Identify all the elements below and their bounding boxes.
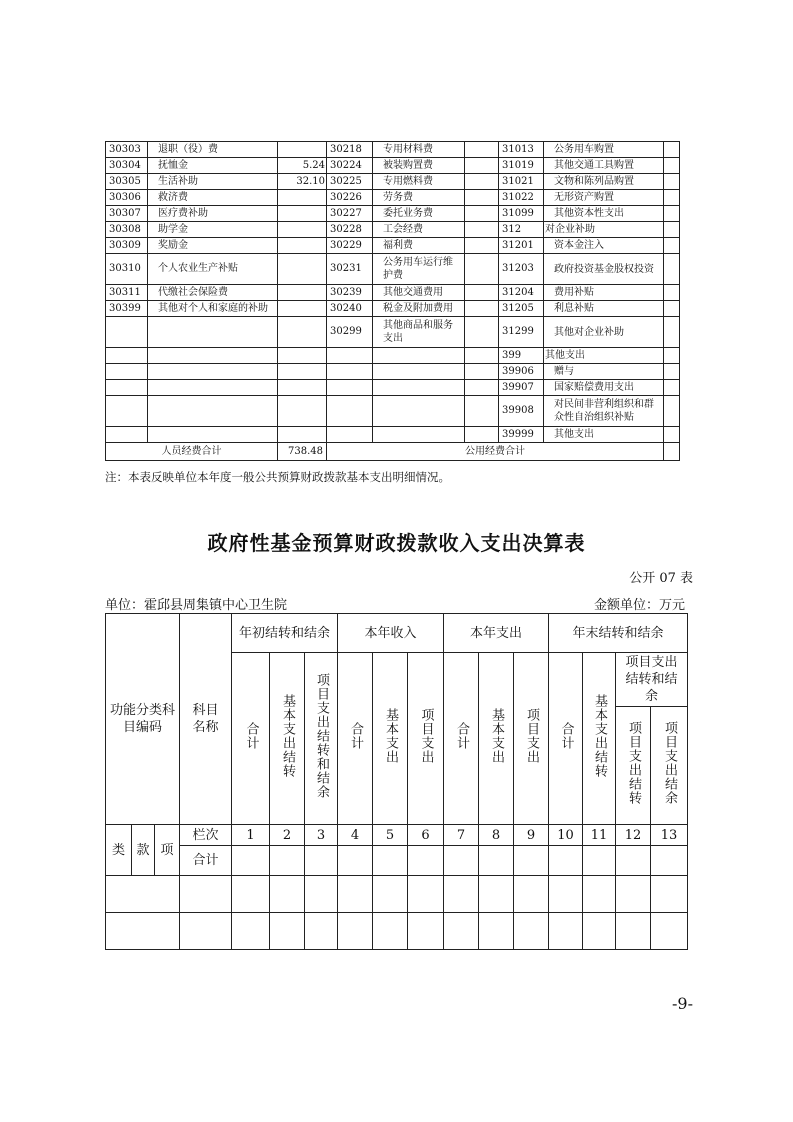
code-cell: 39908 [499, 396, 544, 427]
value-cell [465, 238, 499, 254]
code-cell: 31299 [499, 317, 544, 348]
table-row [106, 158, 680, 174]
value-cell [444, 913, 479, 950]
header-subject-name: 科目名称 [180, 614, 232, 825]
code-cell: 30305 [106, 174, 148, 190]
value-cell [408, 876, 444, 913]
name-cell: 医疗费补助 [148, 206, 278, 222]
value-cell [664, 396, 680, 427]
table-row [106, 190, 680, 206]
total-value-cell [232, 846, 270, 876]
col-number-cell: 5 [373, 825, 408, 846]
name-cell: 代缴社会保险费 [148, 285, 278, 301]
table-row [106, 238, 680, 254]
name-cell [148, 396, 278, 427]
col-number-cell: 9 [514, 825, 549, 846]
code-cell: 31013 [499, 142, 544, 158]
value-cell [479, 913, 514, 950]
total-value-cell [514, 846, 549, 876]
name-cell: 其他交通工具购置 [544, 158, 664, 174]
value-cell [664, 285, 680, 301]
name-cell: 其他支出 [544, 427, 664, 443]
code-cell: 30228 [327, 222, 373, 238]
value-cell [664, 427, 680, 443]
table-row [106, 142, 680, 158]
kind-lei: 类 [106, 825, 132, 876]
name-cell: 费用补贴 [544, 285, 664, 301]
name-cell: 工会经费 [373, 222, 465, 238]
code-cell [327, 364, 373, 380]
total-value-cell [583, 846, 616, 876]
group-expense: 本年支出 [444, 614, 549, 653]
value-cell [278, 364, 327, 380]
value-cell [465, 317, 499, 348]
value-cell [278, 380, 327, 396]
value-cell [664, 238, 680, 254]
code-cell [106, 380, 148, 396]
name-cell: 生活补助 [148, 174, 278, 190]
table-row [106, 380, 680, 396]
value-cell [479, 876, 514, 913]
value-cell [465, 301, 499, 317]
name-cell: 劳务费 [373, 190, 465, 206]
code-cell: 30239 [327, 285, 373, 301]
unit-label: 单位：霍邱县周集镇中心卫生院 [105, 598, 288, 613]
code-cell: 30399 [106, 301, 148, 317]
name-cell: 其他支出 [544, 348, 664, 364]
sub-project-exp-2: 项目支出 [408, 653, 444, 825]
col-number-cell: 12 [616, 825, 651, 846]
table-row [106, 396, 680, 427]
value-cell: 5.24 [278, 158, 327, 174]
code-cell: 31099 [499, 206, 544, 222]
name-cell [148, 380, 278, 396]
value-cell [373, 913, 408, 950]
value-cell [338, 876, 373, 913]
value-cell [549, 913, 583, 950]
value-cell [232, 876, 270, 913]
col-number-cell: 2 [270, 825, 305, 846]
name-cell: 利息补贴 [544, 301, 664, 317]
value-cell [616, 876, 651, 913]
group-income: 本年收入 [338, 614, 444, 653]
code-cell: 30309 [106, 238, 148, 254]
sub-project-carry-1: 项目支出结转和结余 [305, 653, 338, 825]
code-cell: 31019 [499, 158, 544, 174]
name-cell: 其他交通费用 [373, 285, 465, 301]
name-cell: 专用材料费 [373, 142, 465, 158]
sub-basic-exp-3: 基本支出 [479, 653, 514, 825]
col-number-cell: 1 [232, 825, 270, 846]
name-cell: 其他对企业补助 [544, 317, 664, 348]
code-cell: 39999 [499, 427, 544, 443]
name-cell: 其他对个人和家庭的补助 [148, 301, 278, 317]
code-cell [106, 427, 148, 443]
value-cell [465, 427, 499, 443]
total-value-cell [444, 846, 479, 876]
value-cell [180, 876, 232, 913]
value-cell [373, 876, 408, 913]
name-cell: 助学金 [148, 222, 278, 238]
code-cell: 31204 [499, 285, 544, 301]
name-cell: 税金及附加费用 [373, 301, 465, 317]
code-cell: 31201 [499, 238, 544, 254]
total-public-value [664, 443, 680, 461]
name-cell: 退职（役）费 [148, 142, 278, 158]
code-cell: 30224 [327, 158, 373, 174]
total-value-cell [651, 846, 688, 876]
row-total-label: 合计 [180, 846, 232, 876]
name-cell: 委托业务费 [373, 206, 465, 222]
value-cell [180, 913, 232, 950]
table-row [106, 913, 688, 950]
code-cell: 30310 [106, 254, 148, 285]
name-cell: 公务用车购置 [544, 142, 664, 158]
code-cell: 30299 [327, 317, 373, 348]
value-cell [465, 396, 499, 427]
code-cell: 30218 [327, 142, 373, 158]
total-value-cell [549, 846, 583, 876]
value-cell [278, 142, 327, 158]
total-value-cell [373, 846, 408, 876]
code-cell [106, 317, 148, 348]
value-cell [514, 913, 549, 950]
value-cell [278, 427, 327, 443]
code-cell: 31205 [499, 301, 544, 317]
kind-xiang: 项 [155, 825, 180, 876]
code-cell [106, 876, 180, 913]
name-cell: 对企业补助 [544, 222, 664, 238]
code-cell: 30303 [106, 142, 148, 158]
table-row [106, 254, 680, 285]
code-cell: 30307 [106, 206, 148, 222]
amount-unit-label: 金额单位：万元 [593, 598, 685, 613]
name-cell [373, 427, 465, 443]
value-cell [664, 380, 680, 396]
value-cell [305, 876, 338, 913]
name-cell: 其他资本性支出 [544, 206, 664, 222]
code-cell: 30226 [327, 190, 373, 206]
expense-detail-table [105, 141, 680, 461]
value-cell [465, 190, 499, 206]
code-cell: 30231 [327, 254, 373, 285]
value-cell [338, 913, 373, 950]
value-cell [583, 913, 616, 950]
value-cell [278, 348, 327, 364]
table-row [106, 876, 688, 913]
table-row [106, 301, 680, 317]
code-cell [327, 427, 373, 443]
col-number-cell: 6 [408, 825, 444, 846]
total-row [106, 443, 680, 461]
code-cell: 30308 [106, 222, 148, 238]
table-row [106, 317, 680, 348]
value-cell [278, 238, 327, 254]
total-value-cell [305, 846, 338, 876]
code-cell [327, 380, 373, 396]
value-cell [616, 913, 651, 950]
code-cell: 399 [499, 348, 544, 364]
code-cell: 31021 [499, 174, 544, 190]
total-public-label: 公用经费合计 [327, 443, 664, 461]
value-cell [444, 876, 479, 913]
group-end-balance: 年末结转和结余 [549, 614, 688, 653]
value-cell [664, 158, 680, 174]
value-cell [465, 380, 499, 396]
name-cell: 无形资产购置 [544, 190, 664, 206]
name-cell: 专用燃料费 [373, 174, 465, 190]
code-cell [327, 348, 373, 364]
col-number-cell: 10 [549, 825, 583, 846]
sub-total-3: 合计 [444, 653, 479, 825]
sub-project-carry-end: 项目支出结转和结余 [616, 653, 688, 707]
code-cell: 30240 [327, 301, 373, 317]
name-cell: 公务用车运行维护费 [373, 254, 465, 285]
value-cell [465, 174, 499, 190]
sub-total-2: 合计 [338, 653, 373, 825]
code-cell [106, 348, 148, 364]
total-value-cell [479, 846, 514, 876]
code-cell: 31203 [499, 254, 544, 285]
col-number-cell: 7 [444, 825, 479, 846]
sub-project-carry-only: 项目支出结转 [616, 707, 651, 825]
name-cell [148, 317, 278, 348]
group-begin-balance: 年初结转和结余 [232, 614, 338, 653]
value-cell [664, 142, 680, 158]
code-cell: 312 [499, 222, 544, 238]
name-cell: 福利费 [373, 238, 465, 254]
sub-basic-carry-4: 基本支出结转 [583, 653, 616, 825]
name-cell [373, 396, 465, 427]
page-number: -9- [672, 994, 693, 1013]
name-cell [373, 380, 465, 396]
code-cell: 30306 [106, 190, 148, 206]
value-cell [664, 190, 680, 206]
value-cell [465, 348, 499, 364]
value-cell [270, 876, 305, 913]
name-cell: 救济费 [148, 190, 278, 206]
name-cell: 文物和陈列品购置 [544, 174, 664, 190]
code-cell: 30227 [327, 206, 373, 222]
name-cell: 政府投资基金股权投资 [544, 254, 664, 285]
total-value-cell [408, 846, 444, 876]
value-cell [664, 364, 680, 380]
col-number-cell: 13 [651, 825, 688, 846]
sub-basic-exp-2: 基本支出 [373, 653, 408, 825]
code-cell: 39906 [499, 364, 544, 380]
value-cell [465, 364, 499, 380]
sub-total-1: 合计 [232, 653, 270, 825]
value-cell [465, 222, 499, 238]
value-cell [664, 222, 680, 238]
value-cell [465, 158, 499, 174]
header-func-code: 功能分类科目编码 [106, 614, 180, 825]
value-cell [514, 876, 549, 913]
table-row [106, 206, 680, 222]
value-cell [305, 913, 338, 950]
value-cell [664, 174, 680, 190]
value-cell [583, 876, 616, 913]
name-cell: 奖励金 [148, 238, 278, 254]
value-cell [465, 142, 499, 158]
value-cell [232, 913, 270, 950]
value-cell [664, 317, 680, 348]
table-row [106, 427, 680, 443]
name-cell [148, 348, 278, 364]
table-row [106, 285, 680, 301]
table-row [106, 174, 680, 190]
value-cell [278, 396, 327, 427]
value-cell [664, 254, 680, 285]
total-value-cell [616, 846, 651, 876]
value-cell [664, 348, 680, 364]
name-cell: 资本金注入 [544, 238, 664, 254]
total-personnel-label: 人员经费合计 [106, 443, 278, 461]
col-number-cell: 3 [305, 825, 338, 846]
value-cell [549, 876, 583, 913]
name-cell [148, 364, 278, 380]
value-cell [278, 285, 327, 301]
value-cell [651, 913, 688, 950]
value-cell [278, 254, 327, 285]
code-cell: 31022 [499, 190, 544, 206]
total-value-cell [270, 846, 305, 876]
value-cell [278, 222, 327, 238]
table-row [106, 222, 680, 238]
name-cell: 被装购置费 [373, 158, 465, 174]
value-cell [465, 206, 499, 222]
table-row [106, 364, 680, 380]
row-col-index-label: 栏次 [180, 825, 232, 846]
value-cell [465, 254, 499, 285]
name-cell: 国家赔偿费用支出 [544, 380, 664, 396]
name-cell: 对民间非营利组织和群众性自治组织补贴 [544, 396, 664, 427]
code-cell: 30229 [327, 238, 373, 254]
page-title: 政府性基金预算财政拨款收入支出决算表 [207, 531, 586, 555]
value-cell: 32.10 [278, 174, 327, 190]
code-cell [327, 396, 373, 427]
name-cell: 其他商品和服务支出 [373, 317, 465, 348]
name-cell [373, 348, 465, 364]
kind-kuan: 款 [132, 825, 155, 876]
code-cell [106, 396, 148, 427]
fund-budget-table [105, 613, 688, 950]
sub-total-4: 合计 [549, 653, 583, 825]
code-cell [106, 913, 180, 950]
value-cell [664, 301, 680, 317]
name-cell: 赠与 [544, 364, 664, 380]
value-cell [278, 301, 327, 317]
total-personnel-value: 738.48 [278, 443, 327, 461]
name-cell: 个人农业生产补贴 [148, 254, 278, 285]
name-cell: 抚恤金 [148, 158, 278, 174]
sub-project-balance-only: 项目支出结余 [651, 707, 688, 825]
code-cell [106, 364, 148, 380]
code-cell: 39907 [499, 380, 544, 396]
value-cell [278, 206, 327, 222]
value-cell [651, 876, 688, 913]
form-number: 公开 07 表 [629, 571, 693, 586]
table-row [106, 348, 680, 364]
value-cell [270, 913, 305, 950]
value-cell [278, 317, 327, 348]
value-cell [408, 913, 444, 950]
name-cell [148, 427, 278, 443]
value-cell [664, 206, 680, 222]
total-value-cell [338, 846, 373, 876]
col-number-cell: 11 [583, 825, 616, 846]
code-cell: 30304 [106, 158, 148, 174]
value-cell [278, 190, 327, 206]
sub-project-exp-3: 项目支出 [514, 653, 549, 825]
code-cell: 30311 [106, 285, 148, 301]
name-cell [373, 364, 465, 380]
code-cell: 30225 [327, 174, 373, 190]
sub-basic-carry-1: 基本支出结转 [270, 653, 305, 825]
value-cell [465, 285, 499, 301]
col-number-cell: 4 [338, 825, 373, 846]
table-note: 注：本表反映单位本年度一般公共预算财政拨款基本支出明细情况。 [105, 470, 450, 484]
col-number-cell: 8 [479, 825, 514, 846]
